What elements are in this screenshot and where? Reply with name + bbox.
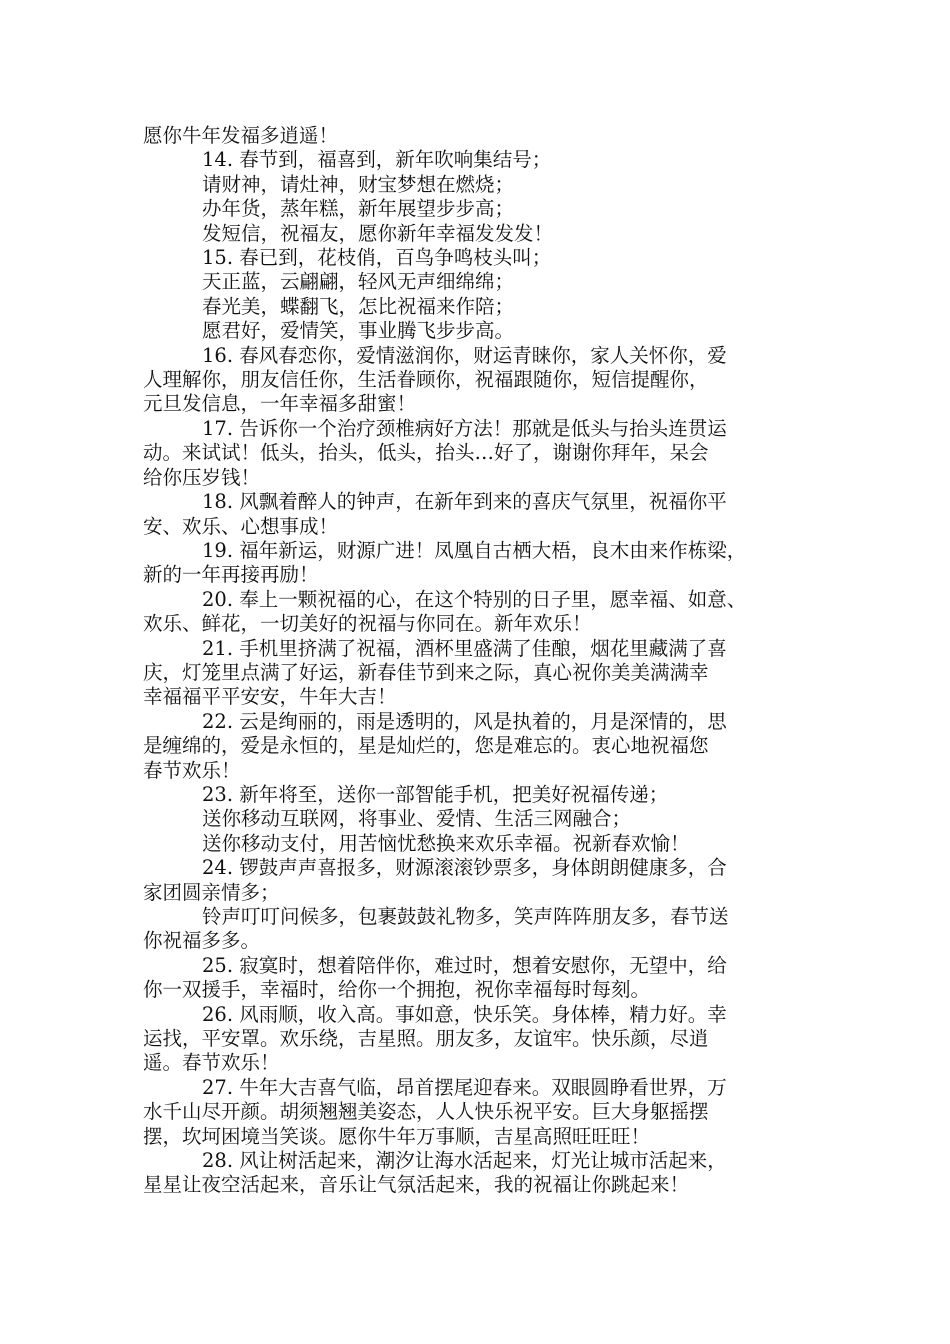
text-line: 人理解你，朋友信任你，生活眷顾你，祝福跟随你，短信提醒你， <box>143 368 709 392</box>
text-line: 请财神，请灶神，财宝梦想在燃烧； <box>202 172 515 196</box>
text-line: 遥。春节欢乐！ <box>143 1051 280 1075</box>
text-line: 新的一年再接再励！ <box>143 563 319 587</box>
text-line: 16. 春风春恋你，爱情滋润你，财运青睐你，家人关怀你，爱 <box>202 343 727 367</box>
text-line: 27. 牛年大吉喜气临，昂首摆尾迎春来。双眼圆睁看世界，万 <box>202 1075 727 1099</box>
text-line: 23. 新年将至，送你一部智能手机，把美好祝福传递； <box>202 782 669 806</box>
text-line: 送你移动支付，用苦恼忧愁换来欢乐幸福。祝新春欢愉！ <box>202 831 690 855</box>
text-line: 21. 手机里挤满了祝福，酒杯里盛满了佳酿，烟花里藏满了喜 <box>202 636 727 660</box>
text-line: 愿你牛年发福多逍遥！ <box>143 124 339 147</box>
text-line: 庆，灯笼里点满了好运，新春佳节到来之际，真心祝你美美满满幸 <box>143 660 709 684</box>
text-line: 家团圆亲情多； <box>143 880 280 904</box>
text-line: 25. 寂寞时，想着陪伴你，难过时，想着安慰你，无望中，给 <box>202 953 727 977</box>
text-line: 26. 风雨顺，收入高。事如意，快乐笑。身体棒，精力好。幸 <box>202 1002 727 1026</box>
text-line: 春节欢乐！ <box>143 758 241 782</box>
text-line: 24. 锣鼓声声喜报多，财源滚滚钞票多，身体朗朗健康多，合 <box>202 856 727 880</box>
text-line: 动。来试试！低头，抬头，低头，抬头…好了，谢谢你拜年，呆会 <box>143 441 709 465</box>
text-line: 铃声叮叮问候多，包裹鼓鼓礼物多，笑声阵阵朋友多，春节送 <box>202 905 729 928</box>
text-line: 水千山尽开颜。胡须翘翘美姿态，人人快乐祝平安。巨大身躯摇摆 <box>143 1100 709 1124</box>
text-line: 安、欢乐、心想事成！ <box>143 514 339 538</box>
text-line: 办年货，蒸年糕，新年展望步步高； <box>202 197 515 221</box>
text-line: 28. 风让树活起来，潮汐让海水活起来，灯光让城市活起来， <box>202 1149 727 1173</box>
text-line: 14. 春节到，福喜到，新年吹响集结号； <box>202 148 552 172</box>
text-line: 15. 春已到，花枝俏，百鸟争鸣枝头叫； <box>202 246 552 270</box>
text-line: 愿君好，爱情笑，事业腾飞步步高。 <box>202 319 515 343</box>
text-line: 22. 云是绚丽的，雨是透明的，风是执着的，月是深情的，思 <box>202 709 727 733</box>
text-line: 给你压岁钱！ <box>143 465 261 489</box>
text-line: 运找，平安罩。欢乐绕，吉星照。朋友多，友谊牢。快乐颜，尽逍 <box>143 1027 709 1051</box>
text-line: 19. 福年新运，财源广进！凤凰自古栖大梧，良木由来作栋梁， <box>202 538 747 562</box>
text-line: 送你移动互联网，将事业、爱情、生活三网融合； <box>202 807 632 831</box>
text-line: 17. 告诉你一个治疗颈椎病好方法！那就是低头与抬头连贯运 <box>202 416 727 440</box>
text-line: 星星让夜空活起来，音乐让气氛活起来，我的祝福让你跳起来！ <box>143 1173 690 1197</box>
text-line: 欢乐、鲜花，一切美好的祝福与你同在。新年欢乐！ <box>143 612 592 636</box>
text-line: 天正蓝，云翩翩，轻风无声细绵绵； <box>202 270 515 294</box>
text-line: 元旦发信息，一年幸福多甜蜜！ <box>143 392 417 416</box>
text-line: 你祝福多多。 <box>143 929 261 953</box>
text-line: 18. 风飘着醉人的钟声，在新年到来的喜庆气氛里，祝福你平 <box>202 490 727 514</box>
text-line: 幸福福平平安安，牛年大吉！ <box>143 685 397 709</box>
text-line: 春光美，蝶翻飞，怎比祝福来作陪； <box>202 294 515 318</box>
text-line: 20. 奉上一颗祝福的心，在这个特别的日子里，愿幸福、如意、 <box>202 587 747 611</box>
text-line: 发短信，祝福友，愿你新年幸福发发发！ <box>202 221 554 245</box>
text-line: 是缠绵的，爱是永恒的，星是灿烂的，您是难忘的。衷心地祝福您 <box>143 734 709 758</box>
document-body <box>143 124 811 1198</box>
text-line: 摆，坎坷困境当笑谈。愿你牛年万事顺，吉星高照旺旺旺！ <box>143 1124 651 1148</box>
text-line: 你一双援手，幸福时，给你一个拥抱，祝你幸福每时每刻。 <box>143 978 651 1002</box>
